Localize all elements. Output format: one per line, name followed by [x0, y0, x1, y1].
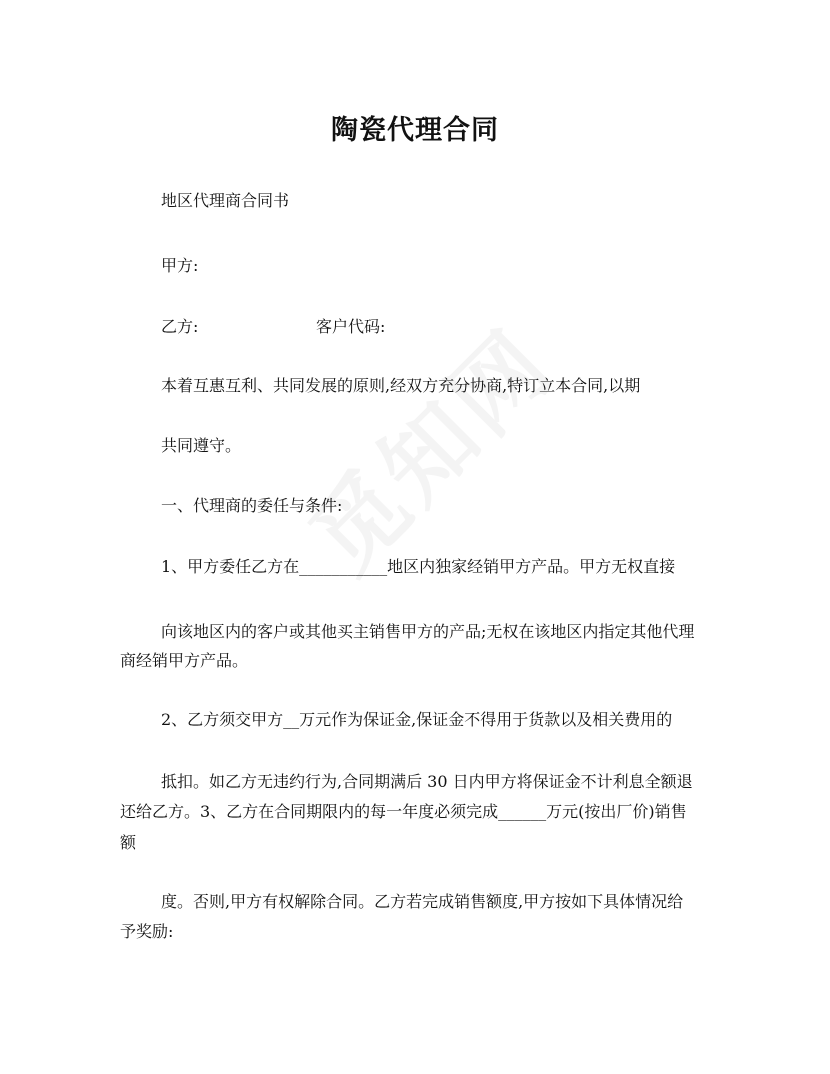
paragraph-line: 本着互惠互利、共同发展的原则,经双方充分协商,特订立本合同,以期 [161, 376, 641, 395]
paragraph-line: 抵扣。如乙方无违约行为,合同期满后 30 日内甲方将保证金不计利息全额退 [161, 772, 693, 791]
paragraph-line: 2、乙方须交甲方__万元作为保证金,保证金不得用于货款以及相关费用的 [161, 710, 673, 729]
doc-subtitle: 地区代理商合同书 [161, 191, 290, 210]
party-b-label: 乙方: [161, 317, 199, 336]
page-title: 陶瓷代理合同 [331, 115, 499, 146]
watermark [276, 295, 577, 596]
section-heading: 一、代理商的委任与条件: [161, 496, 343, 515]
paragraph-line: 还给乙方。3、乙方在合同期限内的每一年度必须完成______万元(按出厂价)销售 [120, 802, 687, 821]
paragraph-line: 共同遵守。 [161, 436, 242, 455]
paragraph-line: 商经销甲方产品。 [120, 651, 249, 670]
party-a-label: 甲方: [161, 256, 199, 275]
customer-code-label: 客户代码: [316, 317, 386, 336]
paragraph-line: 向该地区内的客户或其他买主销售甲方的产品;无权在该地区内指定其他代理 [161, 622, 695, 641]
paragraph-line: 1、甲方委任乙方在___________地区内独家经销甲方产品。甲方无权直接 [161, 557, 676, 576]
paragraph-line: 额 [120, 833, 137, 852]
paragraph-line: 度。否则,甲方有权解除合同。乙方若完成销售额度,甲方按如下具体情况给 [161, 892, 684, 911]
paragraph-line: 予奖励: [120, 922, 174, 941]
